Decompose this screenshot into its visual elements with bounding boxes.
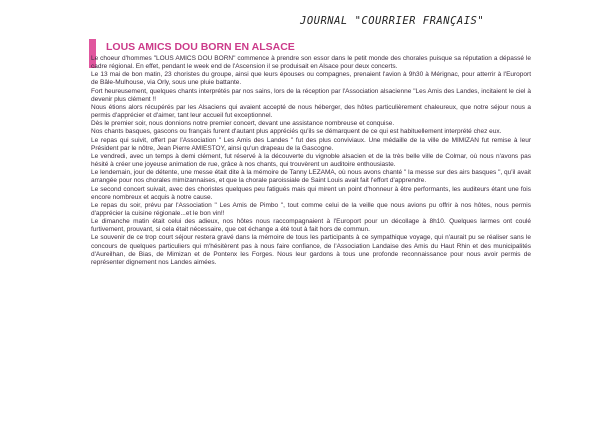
paragraph: Le dimanche matin était celui des adieux, nos hôtes nous raccompagnaient à l'Europort pour un décollage à 8h10. Quelques larmes ont coulé furtivement, prouvant, si cela était nécessaire, que cet échange a été tout à fait hors de commun. bbox=[91, 218, 531, 234]
paragraph: Le 13 mai de bon matin, 23 choristes du groupe, ainsi que leurs épouses ou compagnes, prenaient l'avion à 9h30 à Mérignac, pour atterrir à l'Europort de Bâle-Mulhouse, via Orly, sous une pluie battante. bbox=[91, 71, 531, 87]
paragraph: Nous étions alors récupérés par les Alsaciens qui avaient accepté de nous héberger, des hôtes particulièrement chaleureux, que notre séjour nous a permis d'apprécier et d'aimer, tant leur accueil fut exceptionnel. bbox=[91, 103, 531, 120]
paragraph: Dès le premier soir, nous donnions notre premier concert, devant une assistance nombreuse et conquise. bbox=[91, 120, 395, 128]
paragraph: Fort heureusement, quelques chants interprétés par nos sains, lors de la réception par l'Association alsacienne "Les Amis des Landes, incitaient le ciel à devenir plus clément !! bbox=[91, 87, 531, 103]
paragraph: Le choeur d'hommes "LOUS AMICS DOU BORN" commence à prendre son essor dans le petit monde des chorales puisque sa réputation a dépassé le cadre régional. En effet, pendant le week end de l'Ascension il se produisait en Alsace pour deux concerts. bbox=[91, 55, 531, 71]
paragraph: Le souvenir de ce trop court séjour restera gravé dans la mémoire de tous les participants à ce sympathique voyage, qui n'aurait pu se réaliser sans le concours de quelques particuliers qui m'hésitèrent pas à nous faire confiance, de l'Association Landaise des Amis du Haut Rhin et des municipalités d'Aureilhan, de Bias, de Mimizan et de Pontenx les Forges. Nous leur gardons à tous une profonde reconnaissance pour nous avoir permis de représenter dignement nos Landes aimées. bbox=[91, 234, 531, 266]
paragraph: Le repas du soir, prévu par l'Association " Les Amis de Pimbo ", tout comme celui de la veille que nous avions pu offrir à nos hôtes, nous permis d'apprécier la cuisine régionale...et le bon vin!! bbox=[91, 201, 531, 217]
paragraph: Le lendemain, jour de détente, une messe était dite à la mémoire de Tanny LEZAMA, où nous avons chanté " la messe sur des airs basques ", qu'il avait arrangée pour nos chorales mimizannaises, et que la chorale paroissiale de Saint Louis avait fait l'effort d'apprendre. bbox=[91, 169, 531, 185]
paragraph: Nos chants basques, gascons ou français furent d'autant plus appréciés qu'ils se démarquent de ce qui est habituellement interprété chez eux. bbox=[91, 128, 502, 136]
paragraph: Le second concert suivait, avec des choristes quelques peu fatigués mais qui mirent un point d'honneur à être performants, les auditeurs étant une fois encore nombreux et acquis à notre cause. bbox=[91, 185, 531, 201]
handwritten-source-note: JOURNAL "COURRIER FRANÇAIS" bbox=[300, 15, 485, 27]
article-title: LOUS AMICS DOU BORN EN ALSACE bbox=[106, 41, 295, 53]
paragraph: Le repas qui suivit, offert par l'Association " Les Amis des Landes " fut des plus conviviaux. Une médaille de la ville de MIMIZAN fut remise à leur Président par le nôtre, Jean Pierre AMIESTOY, ainsi qu'un drapeau de la Gascogne. bbox=[91, 136, 531, 152]
article-body bbox=[91, 55, 531, 267]
paragraph: Le vendredi, avec un temps à demi clément, fut réservé à la découverte du vignoble alsacien et de la très belle ville de Colmar, où nous n'avons pas hésité à créer une joyeuse animation de rue, grâce à nos chants, qui trouvèrent un auditoire enthousiaste. bbox=[91, 152, 531, 169]
